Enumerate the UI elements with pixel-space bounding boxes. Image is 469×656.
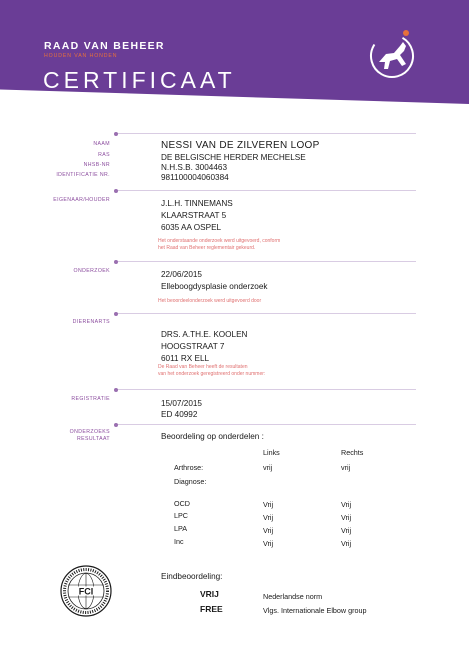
result-row-label: OCD [174, 499, 190, 508]
label-identification: IDENTIFICATIE NR. [56, 172, 110, 178]
result-row-label: LPC [174, 511, 188, 520]
note-vet-line-1: De Raad van Beheer heeft de resultaten [158, 364, 248, 370]
final-norm-int: Vlgs. Internationale Elbow group [263, 606, 367, 615]
divider [116, 133, 416, 134]
registration-number: ED 40992 [161, 410, 198, 419]
note-owner-line-1: Het onderstaande onderzoek werd uitgevoerd, conform [158, 238, 281, 244]
organization-subtitle: HOUDEN VAN HONDEN [44, 53, 118, 59]
result-row-right: Vrij [341, 500, 352, 509]
registration-date: 15/07/2015 [161, 399, 202, 408]
result-row-label: LPA [174, 524, 188, 533]
owner-street: KLAARSTRAAT 5 [161, 211, 227, 220]
label-vet: DIERENARTS [72, 319, 110, 325]
label-nhsb: NHSB-NR [83, 162, 110, 168]
exam-date: 22/06/2015 [161, 270, 202, 279]
result-row-left: Vrij [263, 513, 274, 522]
label-name: NAAM [93, 141, 110, 147]
final-result-nl: VRIJ [200, 589, 219, 599]
divider [116, 261, 416, 262]
vet-name: DRS. A.TH.E. KOOLEN [161, 330, 248, 339]
divider [116, 190, 416, 191]
dog-nhsb: N.H.S.B. 3004463 [161, 163, 227, 172]
label-result: RESULTAAT [77, 436, 110, 442]
owner-city: 6035 AA OSPEL [161, 223, 222, 232]
column-right: Rechts [341, 448, 364, 457]
vet-city: 6011 RX ELL [161, 354, 210, 363]
results-heading: Beoordeling op onderdelen : [161, 432, 264, 441]
fci-seal-text: FCI [78, 586, 94, 597]
arthrose-right: vrij [341, 463, 351, 472]
note-exam: Het beoordeelonderzoek werd uitgevoerd door [158, 298, 262, 304]
result-row-left: Vrij [263, 539, 274, 548]
result-row-right: Vrij [341, 526, 352, 535]
dog-logo-icon [362, 24, 422, 84]
dog-chip: 981100004060384 [161, 173, 229, 182]
label-owner: EIGENAAR/HOUDER [53, 197, 110, 203]
arthrose-left: vrij [263, 463, 273, 472]
note-owner-line-2: het Raad van Beheer reglementair gekeurd. [158, 245, 256, 251]
final-result-int: FREE [200, 604, 223, 614]
label-examination: ONDERZOEKS [69, 429, 110, 435]
result-row-right: Vrij [341, 513, 352, 522]
dog-breed: DE BELGISCHE HERDER MECHELSE [161, 153, 306, 162]
divider [116, 424, 416, 425]
vet-street: HOOGSTRAAT 7 [161, 342, 225, 351]
note-vet-line-2: van het onderzoek geregistreerd onder nummer: [158, 371, 266, 377]
divider [116, 389, 416, 390]
diagnose-label: Diagnose: [174, 477, 207, 486]
final-heading: Eindbeoordeling: [161, 572, 223, 581]
label-registration: REGISTRATIE [71, 396, 110, 402]
fci-seal-icon [60, 565, 112, 617]
certificate-title: CERTIFICAAT [43, 67, 236, 93]
owner-name: J.L.H. TINNEMANS [161, 199, 233, 208]
label-exam: ONDERZOEK [73, 268, 110, 274]
column-left: Links [263, 448, 280, 457]
dog-name: NESSI VAN DE ZILVEREN LOOP [161, 140, 320, 151]
label-breed: RAS [98, 152, 110, 158]
final-norm-nl: Nederlandse norm [263, 592, 323, 601]
result-row-right: Vrij [341, 539, 352, 548]
result-row-label: Inc [174, 537, 184, 546]
organization-name: RAAD VAN BEHEER [44, 40, 165, 52]
result-row-left: Vrij [263, 500, 274, 509]
divider [116, 313, 416, 314]
exam-type: Elleboogdysplasie onderzoek [161, 282, 268, 291]
result-row-left: Vrij [263, 526, 274, 535]
arthrose-label: Arthrose: [174, 463, 204, 472]
